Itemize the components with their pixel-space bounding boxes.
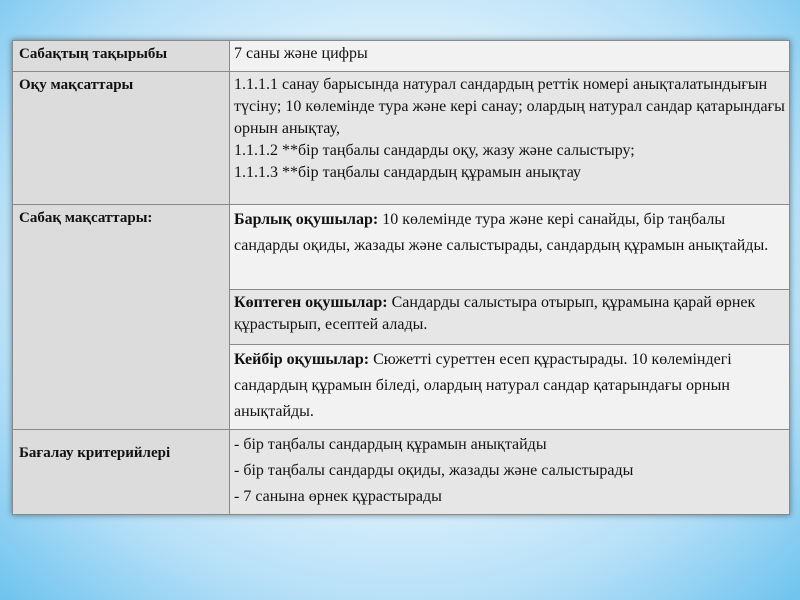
row-lesson-objectives-all (13, 205, 790, 290)
lesson-objectives-some (230, 345, 790, 430)
assessment-label-text: Бағалау критерийлері (19, 445, 171, 461)
assessment-criterion-1: - бір таңбалы сандардың құрамын анықтайды (234, 436, 547, 453)
most-students-heading: Көптеген оқушылар: (234, 294, 388, 311)
some-students-text: Сюжетті суреттен есеп құрастырады. 10 көлеміндегі сандардың құрамын біледі, олардың натурал сандар қатарындағы орнын анықтайды. (234, 351, 732, 420)
most-students-text: Сандарды салыстыра отырып, құрамына қарай өрнек құрастырып, есептей алады. (234, 294, 756, 333)
topic-label: Сабақтың тақырыбы (13, 41, 230, 72)
lesson-objectives-label: Сабақ мақсаттары: (13, 205, 230, 430)
row-learning-objectives (13, 72, 790, 205)
learning-objective-3: 1.1.1.3 **бір таңбалы сандардың құрамын анықтау (234, 164, 581, 181)
row-topic (13, 41, 790, 72)
assessment-criterion-2: - бір таңбалы сандарды оқиды, жазады және салыстырады (234, 462, 634, 479)
learning-objective-2: 1.1.1.2 **бір таңбалы сандарды оқу, жазу және салыстыру; (234, 142, 635, 159)
lesson-plan-table (12, 40, 790, 515)
all-students-heading: Барлық оқушылар: (234, 211, 379, 228)
assessment-value (230, 430, 790, 515)
all-students-text: 10 көлемінде тура және кері санайды, бір таңбалы сандарды оқиды, жазады және салыстырады, сандардың құрамын анықтайды. (234, 211, 769, 254)
assessment-criterion-3: - 7 санына өрнек құрастырады (234, 488, 442, 505)
learning-objectives-value (230, 72, 790, 205)
row-assessment (13, 430, 790, 515)
learning-objective-1: 1.1.1.1 санау барысында натурал сандардың реттік номері анықталатындығын түсіну; 10 көлемінде тура және кері санау; олардың натурал сандар қатарындағы орнын анықтау, (234, 76, 785, 137)
lesson-objectives-all (230, 205, 790, 290)
topic-value: 7 саны және цифры (230, 41, 790, 72)
learning-objectives-label: Оқу мақсаттары (13, 72, 230, 205)
lesson-plan-grid (12, 40, 790, 515)
assessment-label (13, 430, 230, 515)
lesson-objectives-most (230, 290, 790, 345)
some-students-heading: Кейбір оқушылар: (234, 351, 370, 368)
